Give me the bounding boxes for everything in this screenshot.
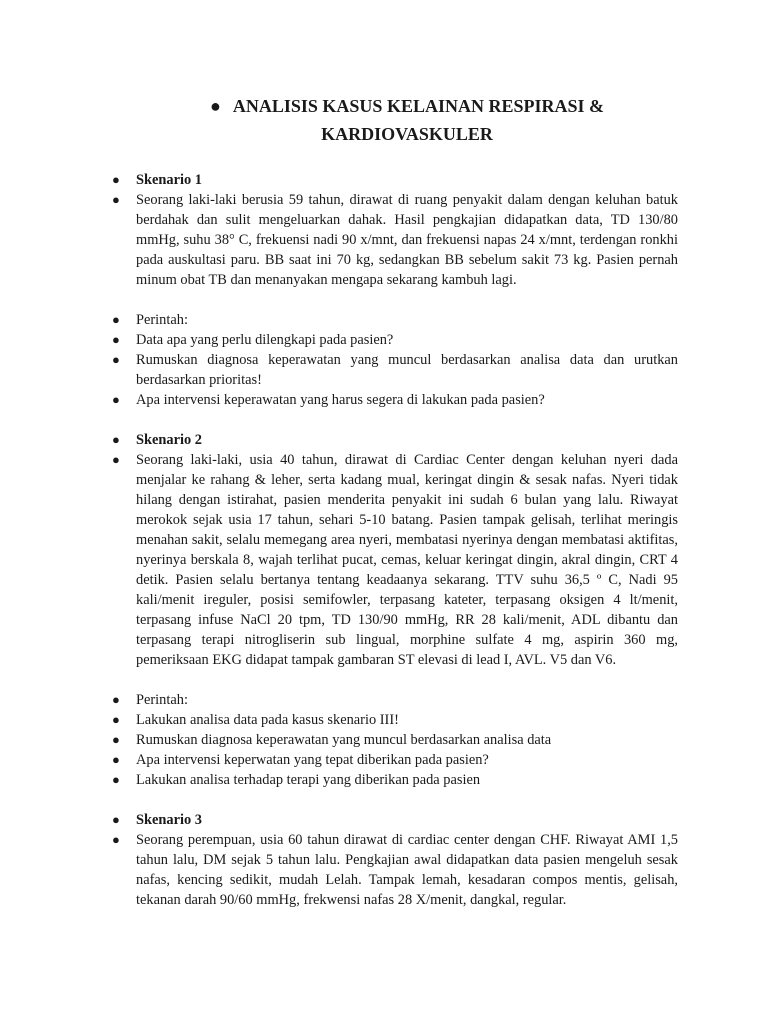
task-text: Rumuskan diagnosa keperawatan yang muncul berdasarkan analisa data dan urutkan berdasarkan prioritas! xyxy=(136,352,678,388)
task-text: Lakukan analisa terhadap terapi yang diberikan pada pasien xyxy=(136,772,481,788)
bullet-icon: ● xyxy=(112,432,120,447)
bullet-icon: ● xyxy=(112,392,120,407)
scenario-2-description xyxy=(112,450,678,670)
scenario-2-tasks xyxy=(112,690,678,790)
scenario-2-heading xyxy=(112,430,678,450)
scenario-2-heading-text: Skenario 2 xyxy=(136,432,202,448)
bullet-icon: ● xyxy=(112,172,120,187)
task-text: Apa intervensi keperwatan yang tepat diberikan pada pasien? xyxy=(136,752,489,768)
title-text-1: ANALISIS KASUS KELAINAN RESPIRASI & xyxy=(232,96,604,116)
scenario-3-description xyxy=(112,830,678,910)
scenario-1-section xyxy=(112,170,678,290)
scenario-3-heading-text: Skenario 3 xyxy=(136,812,202,828)
scenario-1-heading xyxy=(112,170,678,190)
tasks-label xyxy=(112,310,678,330)
bullet-icon: ● xyxy=(112,352,120,367)
scenario-3-description-text: Seorang perempuan, usia 60 tahun dirawat di cardiac center dengan CHF. Riwayat AMI 1,5 tahun lalu, DM sejak 5 tahun lalu. Pengkajian awal didapatkan data pasien mengeluh sesak nafas, kencing sedikit, mudah Lelah. Tampak lemah, kesadaran compos mentis, gelisah, tekanan darah 90/60 mmHg, frekwensi nafas 28 X/menit, dangkal, regular. xyxy=(136,832,678,908)
bullet-icon: ● xyxy=(112,312,120,327)
document-title xyxy=(112,92,678,148)
bullet-icon: ● xyxy=(112,772,120,787)
bullet-icon: ● xyxy=(112,452,120,467)
bullet-icon: ● xyxy=(112,752,120,767)
bullet-icon: ● xyxy=(112,832,120,847)
scenario-2-description-text: Seorang laki-laki, usia 40 tahun, dirawat di Cardiac Center dengan keluhan nyeri dada menjalar ke rahang & leher, serta kadang mual, keringat dingin & sesak nafas. Nyeri tidak hilang dengan istirahat, pasien menderita penyakit ini sudah 6 bulan yang lalu. Riwayat merokok sejak usia 17 tahun, sehari 5-10 batang. Pasien tampak gelisah, terlihat meringis menahan sakit, selalu memegang area nyeri, membatasi nyerinya dengan membatasi aktifitas, nyerinya berskala 8, wajah terlihat pucat, cemas, keluar keringat dingin, akral dingin, CRT 4 detik. Pasien selalu bertanya tentang keadaanya sekarang. TTV suhu 36,5 º C, Nadi 95 kali/menit ireguler, posisi semifowler, terpasang kateter, terpasang oksigen 4 lt/menit, terpasang infuse NaCl 20 tpm, TD 130/90 mmHg, RR 28 kali/menit, ADL dibantu dan terpasang terapi nitrogliserin sub lingual, morphine sulfate 4 mg, aspirin 360 mg, pemeriksaan EKG didapat tampak gambaran ST elevasi di lead I, AVL. V5 dan V6. xyxy=(136,452,678,668)
scenario-3-section xyxy=(112,810,678,910)
scenario-1-heading-text: Skenario 1 xyxy=(136,172,202,188)
title-line-2: KARDIOVASKULER xyxy=(321,124,493,144)
title-line-1 xyxy=(136,92,678,120)
bullet-icon: ● xyxy=(112,812,120,827)
task-text: Data apa yang perlu dilengkapi pada pasien? xyxy=(136,332,394,348)
task-item xyxy=(112,350,678,390)
scenario-1-description-text: Seorang laki-laki berusia 59 tahun, dirawat di ruang penyakit dalam dengan keluhan batuk berdahak dan sulit mengeluarkan dahak. Hasil pengkajian didapatkan data, TD 130/80 mmHg, suhu 38° C, frekuensi nadi 90 x/mnt, dan frekuensi napas 24 x/mnt, terdengan ronkhi pada auskultasi paru. BB saat ini 70 kg, sedangkan BB sebelum sakit 73 kg. Pasien pernah minum obat TB dan menanyakan mengapa sekarang kambuh lagi. xyxy=(136,192,678,288)
tasks-label-text: Perintah: xyxy=(136,312,188,328)
scenario-3-heading xyxy=(112,810,678,830)
bullet-icon: ● xyxy=(112,332,120,347)
tasks-label-text: Perintah: xyxy=(136,692,188,708)
task-item xyxy=(112,330,678,350)
bullet-icon: ● xyxy=(112,692,120,707)
bullet-icon: ● xyxy=(112,712,120,727)
scenario-1-description xyxy=(112,190,678,290)
tasks-label xyxy=(112,690,678,710)
bullet-icon: ● xyxy=(112,732,120,747)
scenario-2-section xyxy=(112,430,678,670)
bullet-icon: ● xyxy=(112,192,120,207)
task-text: Lakukan analisa data pada kasus skenario III! xyxy=(136,712,399,728)
task-text: Apa intervensi keperawatan yang harus segera di lakukan pada pasien? xyxy=(136,392,545,408)
task-text: Rumuskan diagnosa keperawatan yang muncul berdasarkan analisa data xyxy=(136,732,552,748)
task-item xyxy=(112,750,678,770)
task-item xyxy=(112,770,678,790)
task-item xyxy=(112,730,678,750)
scenario-1-tasks xyxy=(112,310,678,410)
task-item xyxy=(112,710,678,730)
bullet-icon: ● xyxy=(210,96,221,116)
task-item xyxy=(112,390,678,410)
